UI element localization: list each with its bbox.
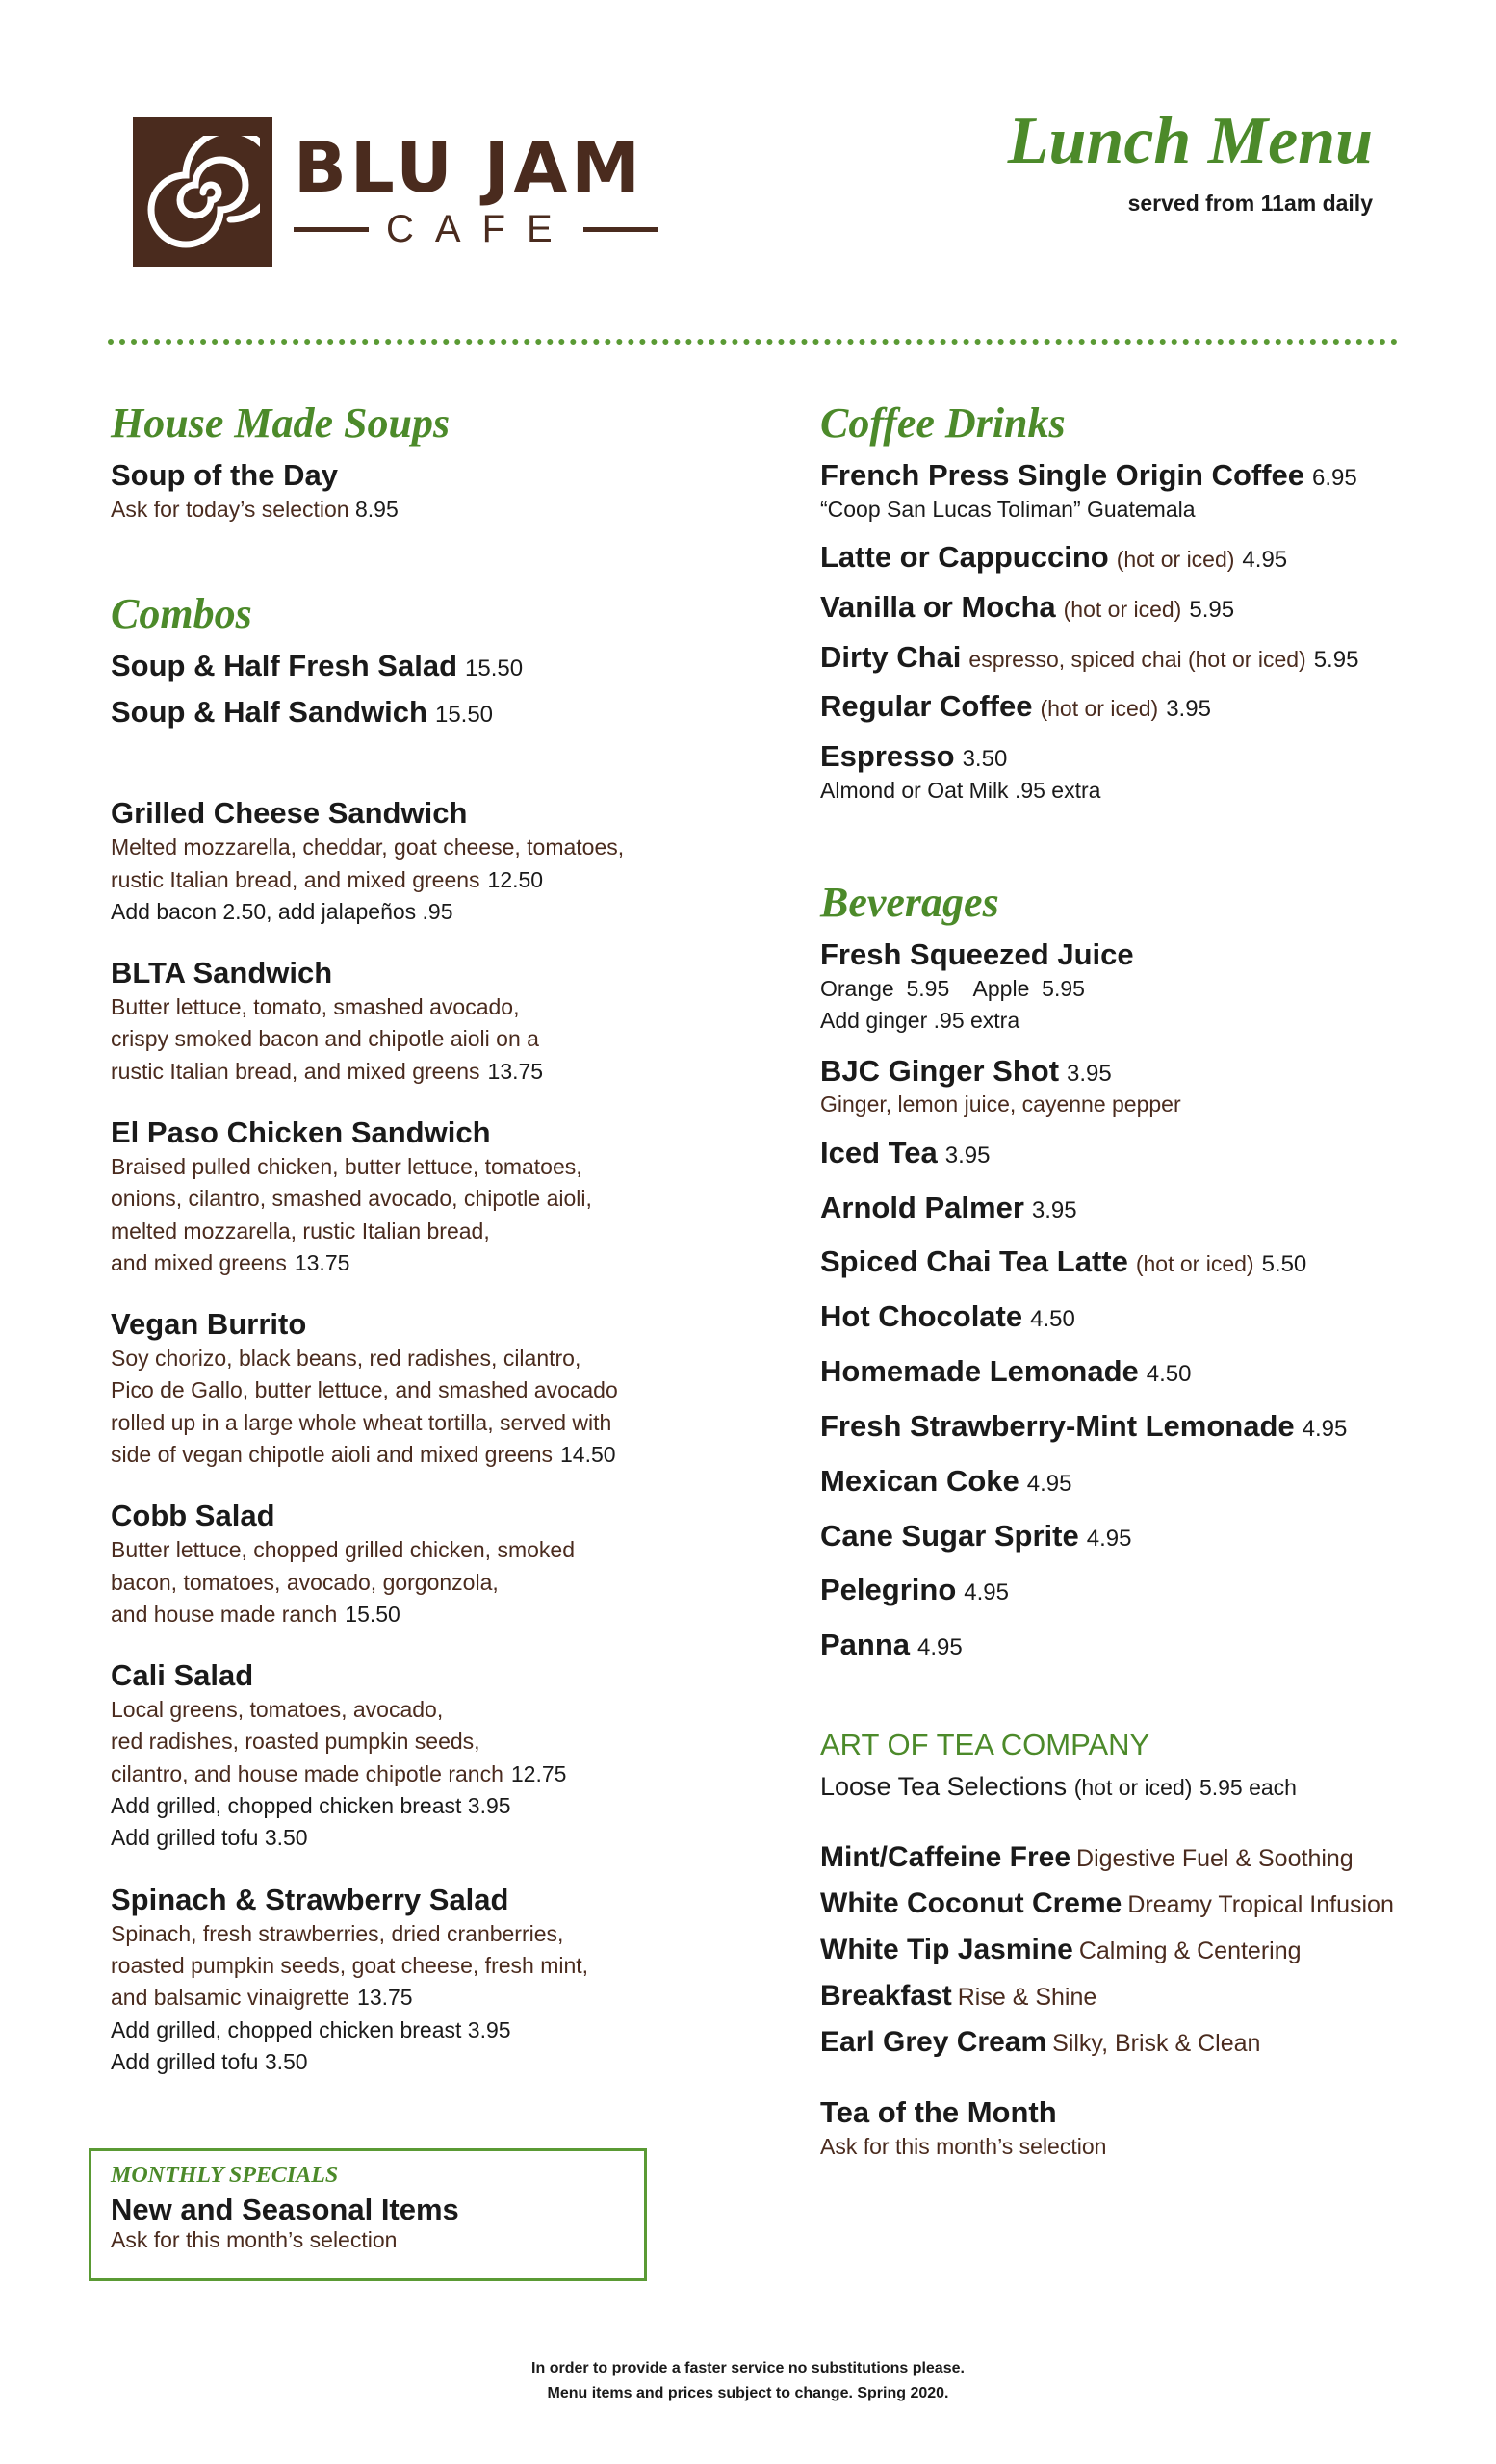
item-price: 14.50	[560, 1442, 616, 1468]
coffee-item	[820, 589, 1417, 626]
tea-item	[820, 1973, 1417, 2019]
item-price: 4.95	[1242, 546, 1288, 573]
item-price: 15.50	[434, 701, 494, 728]
item-price: 3.95	[944, 1142, 991, 1168]
item-name: Dirty Chai	[820, 639, 962, 674]
soup-item	[111, 457, 688, 526]
item-name: Latte or Cappuccino	[820, 539, 1109, 574]
item-price: 5.95	[1189, 596, 1235, 623]
tea-name: Mint/Caffeine Free	[820, 1840, 1071, 1873]
coffee-list	[820, 457, 1417, 808]
beverage-item	[820, 1518, 1417, 1554]
item-name: Soup of the Day	[111, 457, 338, 492]
item-desc-text: red radishes, roasted pumpkin seeds,	[111, 1729, 480, 1755]
menu-item	[111, 1657, 688, 1855]
item-name: Spiced Chai Tea Latte	[820, 1245, 1128, 1279]
item-name: Vegan Burrito	[111, 1307, 307, 1342]
tea-name: Earl Grey Cream	[820, 2025, 1047, 2058]
item-price: 15.50	[345, 1601, 400, 1627]
art-of-tea-title: ART OF TEA COMPANY	[820, 1727, 1150, 1761]
item-name: Arnold Palmer	[820, 1190, 1024, 1224]
item-price: 4.95	[1086, 1525, 1132, 1552]
tea-tagline: Calming & Centering	[1078, 1937, 1302, 1964]
tea-item	[820, 1927, 1417, 1973]
item-name: Cobb Salad	[111, 1499, 275, 1533]
item-desc-text: bacon, tomatoes, avocado, gorgonzola,	[111, 1569, 499, 1595]
beverages-title: Beverages	[820, 879, 999, 927]
mains-list	[111, 795, 688, 2078]
item-note: espresso, spiced chai (hot or iced)	[968, 646, 1306, 672]
beverage-item	[820, 1190, 1417, 1226]
tea-item	[820, 1881, 1417, 1927]
item-extra: Add grilled, chopped chicken breast 3.95	[111, 2016, 511, 2042]
menu-item	[111, 795, 688, 928]
item-desc: Ask for this month’s selection	[820, 2133, 1107, 2159]
coffee-item	[820, 688, 1417, 725]
item-desc-text: crispy smoked bacon and chipotle aioli on a	[111, 1026, 539, 1052]
item-note: (hot or iced)	[1063, 596, 1182, 622]
tea-name: Breakfast	[820, 1979, 952, 2012]
item-desc-line	[111, 1758, 688, 1790]
item-price: 3.95	[1166, 696, 1211, 723]
item-desc-line	[111, 1694, 688, 1726]
item-desc-line	[111, 1567, 688, 1599]
item-desc-text: Butter lettuce, chopped grilled chicken, smoked	[111, 1537, 575, 1563]
item-desc-line	[111, 1439, 688, 1471]
specials-title: MONTHLY SPECIALS	[111, 2163, 339, 2188]
item-extra: Add grilled tofu 3.50	[111, 2049, 308, 2074]
item-desc-text: and house made ranch	[111, 1601, 338, 1627]
combos-title: Combos	[111, 589, 252, 637]
item-desc-line	[111, 1599, 688, 1630]
coffee-row	[820, 589, 1417, 626]
item-name: Vanilla or Mocha	[820, 589, 1056, 624]
coffee-row	[820, 539, 1417, 576]
item-desc-text: Butter lettuce, tomato, smashed avocado,	[111, 994, 520, 1020]
item-desc-text: rolled up in a large whole wheat tortilla, served with	[111, 1409, 612, 1435]
blu-jam-logo	[133, 117, 658, 267]
monthly-specials-box	[89, 2148, 647, 2281]
item-desc-text: side of vegan chipotle aioli and mixed greens	[111, 1442, 554, 1468]
item-desc-line	[111, 1534, 688, 1566]
item-note: (hot or iced)	[1135, 1251, 1254, 1277]
item-name: Soup & Half Sandwich	[111, 694, 427, 729]
item-price: 13.75	[357, 1985, 413, 2011]
item-name: BLTA Sandwich	[111, 956, 333, 990]
item-price: 3.50	[962, 746, 1008, 773]
item-price: 4.95	[1302, 1415, 1348, 1442]
item-name: Grilled Cheese Sandwich	[111, 796, 468, 831]
item-name: French Press Single Origin Coffee	[820, 457, 1305, 492]
tea-tagline: Silky, Brisk & Clean	[1052, 2029, 1261, 2057]
logo-right-bar	[583, 227, 658, 232]
soups-title: House Made Soups	[111, 399, 451, 447]
item-desc-text: rustic Italian bread, and mixed greens	[111, 866, 480, 892]
item-desc-line	[111, 1982, 688, 2014]
item-desc-line	[111, 1726, 688, 1758]
item-desc: Ask for today’s selection	[111, 496, 349, 522]
item-price: 5.95	[1313, 646, 1359, 673]
beverage-item	[820, 1627, 1417, 1663]
ginger-item	[820, 1053, 1417, 1121]
tea-tagline: Dreamy Tropical Infusion	[1127, 1890, 1394, 1918]
specials-desc: Ask for this month’s selection	[111, 2227, 398, 2252]
logo-left-bar	[294, 227, 369, 232]
item-name: Mexican Coke	[820, 1463, 1019, 1498]
tea-of-month	[820, 2094, 1417, 2163]
item-price: 4.95	[1026, 1470, 1072, 1497]
juice-extra: Add ginger .95 extra	[820, 1008, 1020, 1034]
item-name: Hot Chocolate	[820, 1299, 1023, 1334]
item-desc-text: Spinach, fresh strawberries, dried cranberries,	[111, 1920, 564, 1946]
item-sub: Almond or Oat Milk .95 extra	[820, 778, 1101, 804]
menu-item	[111, 1306, 688, 1471]
item-name: Pelegrino	[820, 1573, 957, 1607]
tea-item	[820, 1835, 1417, 1881]
item-desc-text: onions, cilantro, smashed avocado, chipotle aioli,	[111, 1186, 592, 1212]
item-extra: Add grilled, chopped chicken breast 3.95	[111, 1793, 511, 1819]
item-price: 4.50	[1146, 1361, 1192, 1388]
coffee-item	[820, 738, 1417, 807]
beverage-item	[820, 1298, 1417, 1335]
menu-item	[111, 1882, 688, 2079]
beverage-item	[820, 1244, 1417, 1280]
coffee-row	[820, 738, 1417, 775]
item-desc-line	[111, 832, 688, 863]
dotted-divider	[108, 339, 1398, 345]
item-desc-line	[111, 1023, 688, 1055]
item-desc: Ginger, lemon juice, cayenne pepper	[820, 1091, 1181, 1117]
item-desc-text: cilantro, and house made chipotle ranch	[111, 1760, 503, 1786]
loose-tea-price: 5.95 each	[1199, 1774, 1297, 1800]
combo-item	[111, 648, 688, 684]
item-note: (hot or iced)	[1116, 546, 1235, 572]
beverage-item	[820, 1463, 1417, 1500]
item-extra: Add grilled tofu 3.50	[111, 1825, 308, 1851]
item-price: 15.50	[465, 654, 524, 681]
item-desc-text: Soy chorizo, black beans, red radishes, cilantro,	[111, 1346, 581, 1372]
item-desc-text: and mixed greens	[111, 1249, 287, 1275]
coffee-item	[820, 539, 1417, 576]
tea-item	[820, 2019, 1417, 2066]
item-price: 12.75	[510, 1760, 567, 1786]
item-price: 3.95	[1067, 1060, 1112, 1087]
item-desc-text: Melted mozzarella, cheddar, goat cheese, tomatoes,	[111, 834, 625, 860]
item-extra: Add bacon 2.50, add jalapeños .95	[111, 898, 453, 924]
loose-tea-note: (hot or iced)	[1073, 1774, 1193, 1800]
loose-tea-name: Loose Tea Selections	[820, 1771, 1068, 1801]
item-price: 6.95	[1312, 464, 1357, 491]
item-desc-text: and balsamic vinaigrette	[111, 1985, 350, 2011]
served-hours: served from 11am daily	[1127, 191, 1373, 216]
footer	[0, 2356, 1496, 2405]
item-desc-line	[111, 1247, 688, 1279]
item-desc-line	[111, 1151, 688, 1183]
item-name: Tea of the Month	[820, 2094, 1057, 2129]
coffee-row	[820, 639, 1417, 676]
beverage-list	[820, 1135, 1417, 1663]
beverage-item	[820, 1408, 1417, 1445]
specials-name: New and Seasonal Items	[111, 2193, 459, 2226]
item-desc-line	[111, 1918, 688, 1950]
beverage-item	[820, 1353, 1417, 1390]
loose-tea-line	[820, 1772, 1417, 1802]
item-price: 13.75	[487, 1058, 544, 1084]
item-name: Cane Sugar Sprite	[820, 1518, 1079, 1553]
footer-line-2: Menu items and prices subject to change. Spring 2020.	[547, 2384, 949, 2401]
item-name: Fresh Squeezed Juice	[820, 937, 1134, 972]
item-desc-text: Braised pulled chicken, butter lettuce, tomatoes,	[111, 1153, 582, 1179]
swirl-logo-icon	[133, 117, 272, 267]
item-name: Panna	[820, 1628, 911, 1662]
item-name: Homemade Lemonade	[820, 1354, 1139, 1389]
coffee-row	[820, 457, 1417, 494]
menu-item	[111, 1115, 688, 1279]
item-name: Cali Salad	[111, 1658, 254, 1693]
item-desc-line	[111, 1216, 688, 1247]
footer-line-1: In order to provide a faster service no substitutions please.	[531, 2360, 965, 2376]
item-price: 5.50	[1261, 1251, 1307, 1278]
combos-list	[111, 648, 688, 731]
item-desc-text: Pico de Gallo, butter lettuce, and smashed avocado	[111, 1377, 618, 1403]
item-desc-text: melted mozzarella, rustic Italian bread,	[111, 1218, 490, 1244]
item-name: Espresso	[820, 739, 955, 774]
item-name: Iced Tea	[820, 1135, 938, 1169]
item-name: Soup & Half Fresh Salad	[111, 648, 458, 682]
item-desc-line	[111, 1407, 688, 1439]
juice-item	[820, 937, 1417, 1038]
item-price: 4.95	[917, 1634, 963, 1661]
tea-name: White Coconut Creme	[820, 1886, 1122, 1919]
item-desc-line	[111, 1374, 688, 1406]
beverage-item	[820, 1135, 1417, 1171]
item-desc-line	[111, 991, 688, 1023]
item-desc-text: rustic Italian bread, and mixed greens	[111, 1058, 480, 1084]
item-name: BJC Ginger Shot	[820, 1053, 1060, 1088]
juice-prices: Orange 5.95 Apple 5.95	[820, 975, 1085, 1001]
item-name: Regular Coffee	[820, 689, 1033, 724]
coffee-item	[820, 457, 1417, 526]
left-column	[111, 398, 688, 2105]
item-sub: “Coop San Lucas Toliman” Guatemala	[820, 496, 1196, 522]
coffee-row	[820, 688, 1417, 725]
logo-name: BLU JAM	[294, 127, 644, 208]
right-column	[820, 398, 1417, 2188]
item-price: 13.75	[294, 1249, 350, 1275]
menu-title-block	[1007, 104, 1373, 217]
item-desc-line	[111, 1950, 688, 1982]
combo-item	[111, 694, 688, 731]
item-note: (hot or iced)	[1040, 696, 1159, 722]
tea-tagline: Digestive Fuel & Soothing	[1076, 1844, 1354, 1872]
item-name: El Paso Chicken Sandwich	[111, 1116, 491, 1150]
menu-item	[111, 955, 688, 1088]
logo-subword: CAFE	[386, 208, 574, 250]
item-desc-text: Local greens, tomatoes, avocado,	[111, 1697, 444, 1723]
item-price: 12.50	[487, 866, 544, 892]
beverage-item	[820, 1572, 1417, 1608]
item-desc-text: roasted pumpkin seeds, goat cheese, fresh mint,	[111, 1952, 589, 1978]
item-price: 4.95	[964, 1579, 1009, 1606]
coffee-item	[820, 639, 1417, 676]
tea-name: White Tip Jasmine	[820, 1933, 1073, 1965]
tea-list	[820, 1835, 1417, 2066]
menu-title: Lunch Menu	[1007, 104, 1373, 178]
item-price: 8.95	[354, 496, 399, 522]
item-name: Spinach & Strawberry Salad	[111, 1882, 509, 1916]
item-name: Fresh Strawberry-Mint Lemonade	[820, 1408, 1295, 1443]
menu-item	[111, 1498, 688, 1630]
item-desc-line	[111, 1183, 688, 1215]
item-price: 4.50	[1030, 1306, 1075, 1333]
item-desc-line	[111, 1343, 688, 1374]
item-price: 3.95	[1031, 1196, 1077, 1223]
tea-tagline: Rise & Shine	[957, 1983, 1097, 2011]
coffee-title: Coffee Drinks	[820, 399, 1066, 447]
item-desc-line	[111, 864, 688, 896]
item-desc-line	[111, 1056, 688, 1088]
